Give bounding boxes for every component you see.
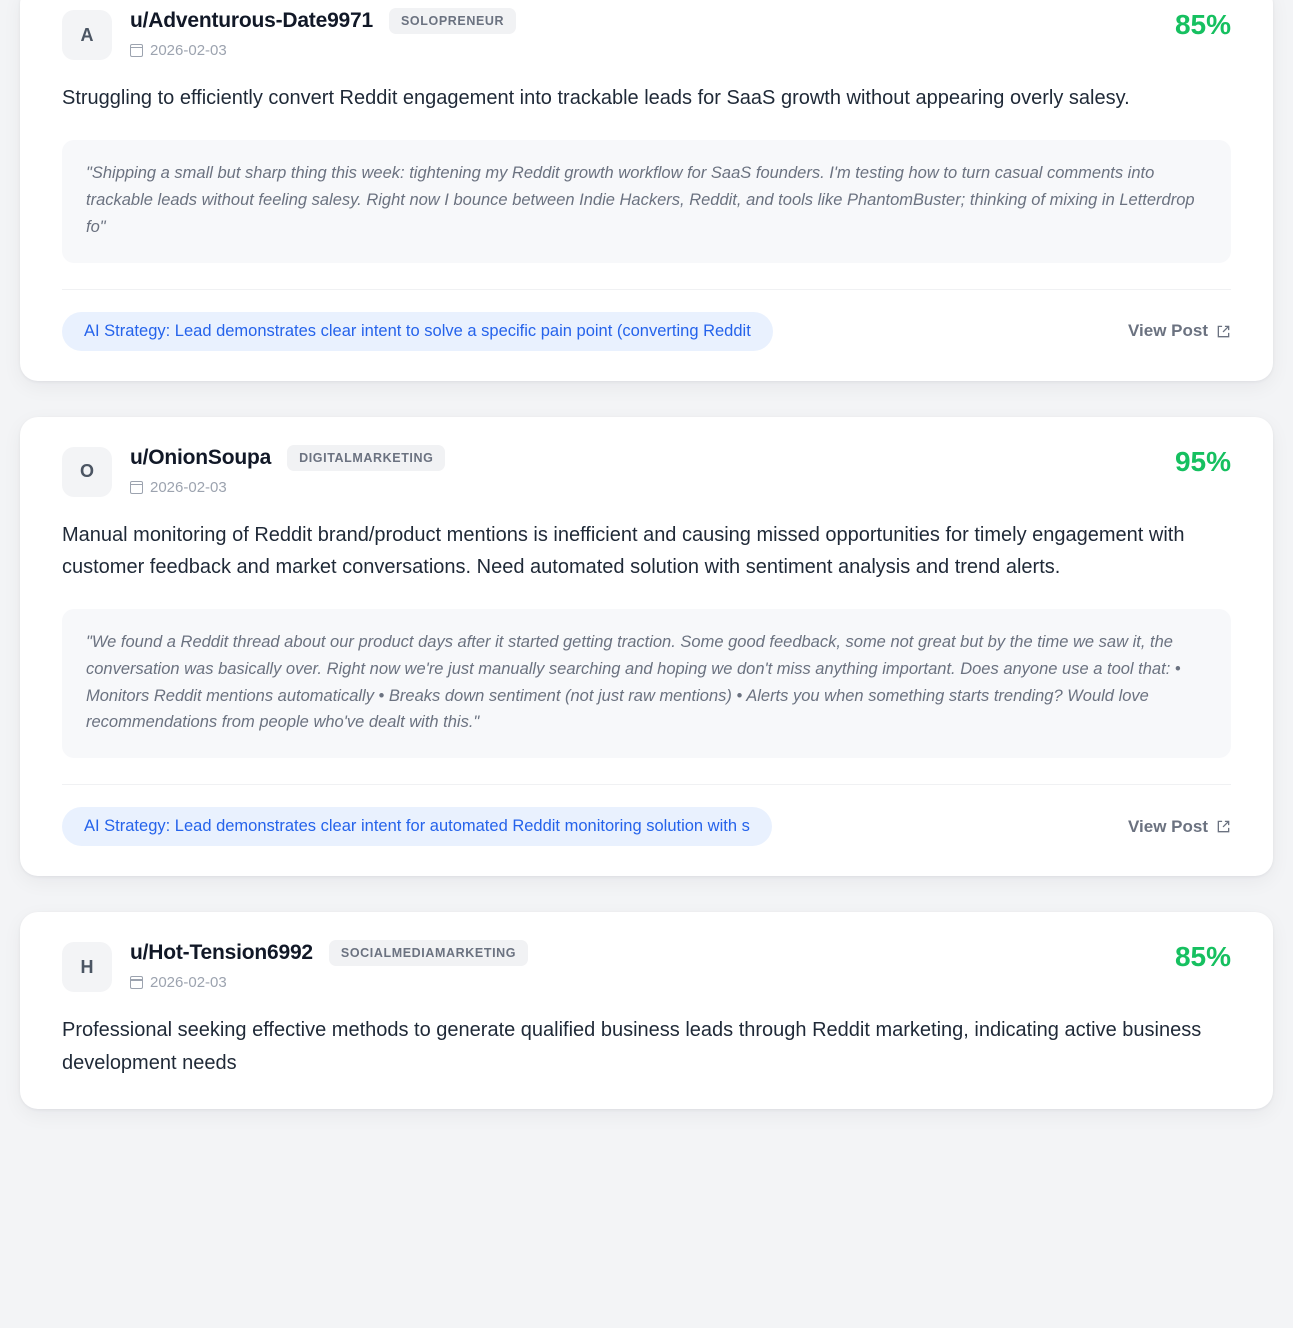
lead-quote: "Shipping a small but sharp thing this week: tightening my Reddit growth workflow for SaaS founders. I'm testing how to turn casual comments into trackable leads without feeling salesy. Right now I bounce between Indie Hackers, Reddit, and tools like PhantomBuster; thinking of mixing in Letterdrop fo" — [62, 140, 1231, 262]
lead-username[interactable]: u/Adventurous-Date9971 — [130, 9, 373, 32]
external-link-icon — [1216, 324, 1231, 339]
view-post-button[interactable] — [1128, 817, 1231, 837]
lead-card-header — [62, 8, 1231, 60]
lead-card-header — [62, 445, 1231, 497]
calendar-icon — [130, 976, 143, 989]
lead-date: 2026-02-03 — [150, 42, 227, 59]
view-post-label: View Post — [1128, 321, 1208, 341]
lead-date-row — [130, 42, 1157, 59]
lead-card[interactable] — [20, 417, 1273, 877]
lead-identity — [130, 445, 1157, 496]
match-score: 95% — [1174, 445, 1231, 477]
lead-date: 2026-02-03 — [150, 974, 227, 992]
lead-summary: Professional seeking effective methods to generate qualified business leads through Reddit marketing, indicating active business development needs — [62, 1019, 1202, 1074]
lead-identity — [130, 940, 1157, 991]
lead-title-row — [130, 940, 1157, 966]
match-score: 85% — [1174, 9, 1231, 40]
lead-identity — [130, 8, 1157, 59]
lead-quote: "We found a Reddit thread about our product days after it started getting traction. Some good feedback, some not great but by the time we saw it, the conversation was basically over. Right now we're just manually searching and hoping we don't miss anything important. Does anyone use a tool that: • Monitors Reddit mentions automatically • Breaks down sentiment (not just raw mentions) • Alerts you when something starts trending? Would love recommendations from people who've dealt with this." — [62, 609, 1231, 758]
lead-title-row — [130, 445, 1157, 471]
avatar: A — [62, 10, 112, 60]
view-post-button[interactable] — [1128, 321, 1231, 341]
external-link-icon — [1216, 819, 1231, 834]
lead-card[interactable] — [20, 912, 1273, 1109]
ai-strategy-chip[interactable]: AI Strategy: Lead demonstrates clear intent for automated Reddit monitoring solution with s — [62, 807, 772, 846]
view-post-label: View Post — [1128, 816, 1208, 836]
lead-summary: Struggling to efficiently convert Reddit engagement into trackable leads for SaaS growth without appearing overly salesy. — [62, 87, 1130, 109]
subreddit-badge: SOCIALMEDIAMARKETING — [329, 940, 528, 966]
calendar-icon — [130, 44, 143, 57]
lead-date-row — [130, 974, 1157, 991]
lead-card-header — [62, 940, 1231, 992]
lead-username[interactable]: u/OnionSoupa — [130, 445, 272, 469]
lead-date-row — [130, 479, 1157, 496]
lead-username[interactable]: u/Hot-Tension6992 — [130, 941, 313, 965]
avatar: H — [62, 942, 112, 992]
subreddit-badge: SOLOPRENEUR — [389, 8, 516, 34]
lead-card-footer — [62, 784, 1231, 846]
lead-summary: Manual monitoring of Reddit brand/product mentions is inefficient and causing missed opportunities for timely engagement with customer feedback and market conversations. Need automated solution with sentiment analysis and trend alerts. — [62, 523, 1185, 578]
ai-strategy-chip[interactable]: AI Strategy: Lead demonstrates clear intent to solve a specific pain point (converting Reddit — [62, 312, 773, 351]
lead-title-row — [130, 8, 1157, 34]
match-score: 85% — [1174, 941, 1231, 973]
avatar: O — [62, 447, 112, 497]
subreddit-badge: DIGITALMARKETING — [287, 445, 445, 471]
lead-card[interactable] — [20, 0, 1273, 381]
calendar-icon — [130, 481, 143, 494]
lead-date: 2026-02-03 — [150, 478, 227, 496]
lead-card-footer — [62, 289, 1231, 351]
